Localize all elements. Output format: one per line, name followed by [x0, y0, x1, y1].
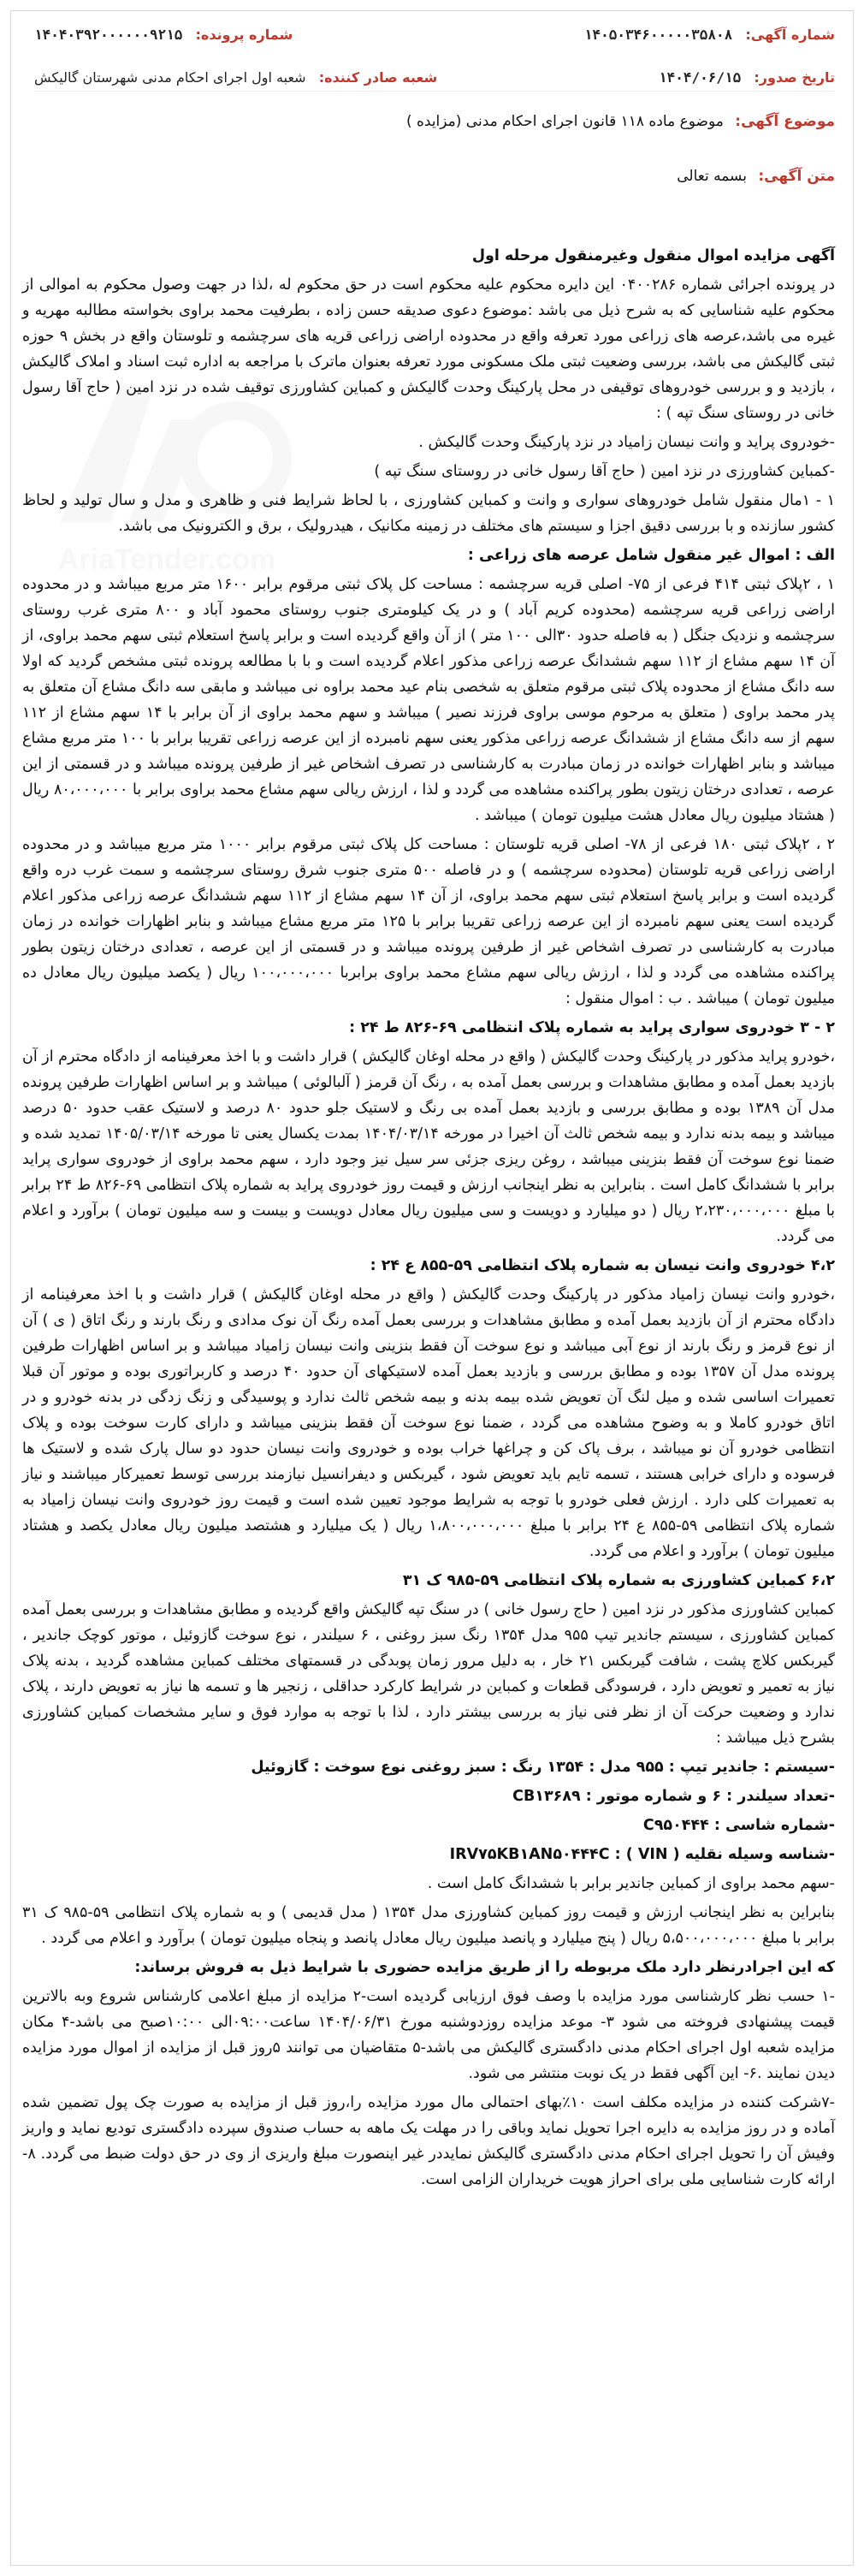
section-paragraph: ،خودرو وانت نیسان زامیاد مذکور در پارکینگ وحدت گالیکش ( واقع در محله اوغان گالیکش ) قرار داشت و با اخذ معرفینامه از دادگاه محترم از آن بازدید بعمل آمده و مطابق مشاهدات و بررسی بعمل آمده رنگ آن نوک مدادی و رنگ بارند و رنگ اتاق ( ی ) آن از نوع قرمز و رنگ بارند از نوع آبی میباشد و نوع سوخت آن فقط بنزینی وانت نیسان زامیاد میباشد و بر اساس اظهارات طرفین پرونده مدل آن ۱۳۵۷ بوده و مطابق بررسی و بازدید بعمل آمده لاستیکهای آن حدود ۴۰ درصد و کاربراتوری بوده و موتور آن قبلا تعمیرات اساسی شده و میل لنگ آن تعویض شده بیمه بدنه و بیمه شخص ثالث ندارد و پوسیدگی و زنگ زدگی در بدنه خودرو و در اتاق خودرو کاملا و به وضوح مشاهده می گردد ، ضمنا نوع سوخت آن فقط بنزینی میباشد و دارای کارت سوخت بوده و پلاک انتظامی خودرو آن نو میباشد ، برف پاک کن و چراغها خراب بوده و خودروی وانت نیسان حدود دو سال پارک شده و لاستیک ها فرسوده و دارای خرابی هستند ، تسمه تایم باید تعویض شود ، گیربکس و دیفرانسیل نیازمند بررسی توسط تعمیرکار میباشند و نیاز به تعمیرات کلی دارد . ارزش فعلی خودرو با توجه به شرایط موجود تعیین شده است و قیمت روز خودروی وانت نیسان زامیاد به شماره پلاک انتظامی ۵۹-۸۵۵ ع ۲۴ برابر با مبلغ ۱،۸۰۰،۰۰۰،۰۰۰ ریال ( یک میلیارد و هشتصد میلیون ریال معادل یکصد و هشتاد میلیون تومان ) برآورد و اعلام می گردد.: [22, 1286, 835, 1560]
section-heading: ۲ - ۳ خودروی سواری پراید به شماره پلاک انتظامی ۶۹-۸۲۶ ط ۲۴ :: [349, 1019, 835, 1036]
watermark-text: AriaTender.com: [57, 543, 276, 576]
section-paragraph: ۱ - ۱مال منقول شامل خودروهای سواری و وانت و کمباین کشاورزی ، با لحاظ شرایط فنی و ظاهری و مدل و سال تولید و لحاظ کشور سازنده و با بررسی دقیق اجزا و سیستم های مختلف در زمینه مکانیک ، هیدرولیک ، برق و الکترونیک می باشد.: [22, 492, 835, 535]
subject-label: موضوع آگهی:: [735, 113, 835, 130]
spec-line: -شماره شاسی : C۹۵۰۴۴۴: [642, 1817, 835, 1834]
bullet-item: -کمباین کشاورزی در نزد امین ( حاج آقا رسول خانی در روستای سنگ تپه ): [374, 463, 835, 480]
notice-number-row: [584, 26, 835, 45]
bullet-item: -خودروی پراید و وانت نیسان زامیاد در نزد پارکینگ وحدت گالیکش .: [418, 434, 835, 451]
subject-value: موضوع ماده ۱۱۸ قانون اجرای احکام مدنی (مزایده ): [405, 113, 724, 130]
conditions-intro: که این اجرادرنظر دارد ملک مربوطه را از طریق مزایده حضوری با شرایط ذیل به فروش برساند:: [134, 1959, 835, 1976]
spec-line: -سیستم : جاندیر تیپ : ۹۵۵ مدل : ۱۳۵۴ رنگ : سبز روغنی نوع سوخت : گازوئیل: [251, 1759, 835, 1776]
notice-number: ۱۴۰۵۰۳۴۶۰۰۰۰۰۳۵۸۰۸: [583, 27, 733, 43]
body-label: متن آگهی:: [758, 168, 835, 185]
notice-header: [34, 21, 835, 98]
case-number: ۱۴۰۴۰۳۹۲۰۰۰۰۰۰۹۲۱۵: [34, 27, 183, 43]
notice-number-label: شماره آگهی:: [745, 27, 835, 43]
conditions-paragraph: -۱ حسب نظر کارشناسی مورد مزایده با وصف فوق ارزیابی گردیده است-۲ مزایده از مبلغ اعلامی کارشناس شروع وبه بالاترین قیمت پیشنهادی فروخته می شود ۳- موعد مزایده روزدوشنبه مورخ ۱۴۰۴/۰۶/۳۱ ساعت۰۹:۰۰الی ۱۰:۰۰صبح می باشد-۴ مکان مزایده شعبه اول اجرای احکام مدنی دادگستری گالیکش می باشد-۵ متقاضیان می توانند ۵روز قبل از مزایده از اموال مورد مزایده دیدن نمایند .۶- این آگهی فقط در یک نوبت منتشر می شود.: [22, 1988, 836, 2082]
intro-paragraph: در پرونده اجرائی شماره ۰۴۰۰۲۸۶ این دایره محکوم علیه محکوم است در حق محکوم له ،لذا در جهت وصول محکوم به اموالی از محکوم علیه شناسایی که به شرح ذیل می باشد :موضوع دعوی صدیقه حسن زاده ، بطرفیت محمد براوی بخواسته مطالبه مهریه و غیره می باشد،عرصه های زراعی مورد تعرفه واقع در محدوده اراضی زراعی قریه های سرچشمه و تلوستان واقع در بخش ۹ حوزه ثبتی گالیکش می باشد، بررسی وضعیت ثبتی ملک مسکونی مورد تعرفه بعنوان ماترک با مراجعه به اداره ثبت اسناد و املاک گالیکش ، بازدید و و بررسی خودروهای توقیفی در محل پارکینگ وحدت گالیکش و کمباین کشاورزی توقیف شده در نزد امین ( حاج آقا رسول خانی در روستای سنگ تپه ) :: [22, 276, 835, 422]
spec-line: -شناسه وسیله نقلیه ( VIN ) : IRV۷۵KB۱AN۵۰۴۴۴C: [449, 1846, 835, 1863]
issuing-branch: شعبه اول اجرای احکام مدنی شهرستان گالیکش: [34, 69, 306, 86]
body-label-value: بسمه تعالی: [677, 168, 747, 185]
case-number-row: [34, 26, 293, 45]
section-heading: ۶،۲ کمباین کشاورزی به شماره پلاک انتظامی ۵۹-۹۸۵ ک ۳۱: [402, 1572, 835, 1589]
issue-date-row: [659, 68, 835, 87]
section-paragraph: ،خودرو پراید مذکور در پارکینگ وحدت گالیکش ( واقع در محله اوغان گالیکش ) قرار داشت و با اخذ معرفینامه از دادگاه محترم از آن بازدید بعمل آمده و مطابق مشاهدات و بررسی بعمل آمده به ، رنگ آن قرمز ( آلبالوئی ) میباشد و بر اساس اظهارات طرفین پرونده مدل آن ۱۳۸۹ بوده و مطابق بررسی و بازدید بعمل آمده بی رنگ و لاستیک جلو حدود ۸۰ درصد و لاستیک عقب حدود ۵۰ درصد میباشد و بیمه بدنه ندارد و بیمه شخص ثالث آن اخیرا در مورخه ۱۴۰۴/۰۳/۱۴ بمدت یکسال یعنی تا مورخه ۱۴۰۵/۰۳/۱۴ تمدید شده و ضمنا نوع سوخت آن فقط بنزینی میباشد ، روغن ریزی جزئی سر سیل نیز وجود دارد ، سهم محمد براوی از خودروی سواری پراید برابر با ششدانگ کامل است . بنابراین به نظر اینجانب ارزش و قیمت روز خودروی پراید به شماره پلاک انتظامی ۶۹-۸۲۶ ط ۲۴ برابر با مبلغ ۲،۲۳۰،۰۰۰،۰۰۰ ریال ( دو میلیارد و دویست و سی میلیون ریال معادل دویست و بیست و سه میلیون تومان ) برآورد و اعلام می گردد.: [22, 1048, 836, 1245]
section-heading: الف : اموال غیر منقول شامل عرصه های زراعی :: [467, 547, 835, 564]
header-divider: [34, 91, 835, 92]
section-heading: ۴،۲ خودروی وانت نیسان به شماره پلاک انتظامی ۵۹-۸۵۵ ع ۲۴ :: [370, 1257, 835, 1274]
issuing-branch-row: [34, 68, 437, 87]
body-label-row: [677, 168, 835, 185]
spec-line: -تعداد سیلندر : ۶ و شماره موتور : CB۱۳۶۸۹: [512, 1788, 835, 1805]
section-paragraph: ۱ ، ۲پلاک ثبتی ۴۱۴ فرعی از ۷۵- اصلی قریه سرچشمه : مساحت کل پلاک ثبتی مرقوم برابر ۱۶۰۰ متر مربع میباشد و در محدوده اراضی زراعی قریه سرچشمه (محدوده کریم آباد ) و در یک کیلومتری جنوب روستای محمود آباد و ۸۰۰ متری غرب روستای سرچشمه و نزدیک جنگل ( به فاصله حدود ۳۰الی ۱۰۰ متر ) از آن واقع گردیده است و برابر پاسخ استعلام ثبتی سهم محمد براوی، از آن ۱۴ سهم مشاع از ۱۱۲ سهم ششدانگ عرصه زراعی مذکور اعلام گردیده است و با با مطالعه پرونده ثبتی مشخص گردید که اولا سه دانگ مشاع از محدوده پلاک ثبتی مرقوم متعلق به شخصی بنام عید محمد براوه نی میباشد و مابقی سه دانگ مشاع آن متعلق به پدر محمد براوی ( متعلق به مرحوم موسی براوی فرزند نصیر ) میباشد و سهم محمد براوی از آن برابر با ۱۴ سهم مشاع از ۱۱۲ سهم از سه دانگ مشاع از ششدانگ عرصه زراعی مذکور یعنی سهم نامبرده از این عرصه زراعی تقریبا برابر با ۱۰۰ متر مربع مشاع میباشد و بنابر اظهارات خوانده در زمان مبادرت به کارشناسی در تصرف اشخاص غیر از طرفین پرونده میباشد و در قسمتی از این عرصه ، تعدادی درختان زیتون بطور پراکنده مشاهده می گردد و لذا ، ارزش ریالی سهم مشاع محمد براوی برابر با ۸۰،۰۰۰،۰۰۰ ریال ( هشتاد میلیون ریال معادل هشت میلیون تومان ) میباشد .: [22, 576, 836, 824]
notice-body: [22, 243, 835, 2196]
section-paragraph: کمباین کشاورزی مذکور در نزد امین ( حاج رسول خانی ) در سنگ تپه گالیکش واقع گردیده و مطابق مشاهدات و بررسی بعمل آمده کمباین کشاورزی ، سیستم جاندیر تیپ ۹۵۵ مدل ۱۳۵۴ رنگ سبز روغنی ، ۶ سیلندر ، نوع سوخت گازوئیل ، موتور کوچک جاندیر ، گیربکس کلاچ پشت ، شافت گیربکس ۲۱ خار ، به دلیل مرور زمان پوبدگی در قسمتهای مختلف کمباین مشاهده گردید ، بدنه پلاک نیاز به تعمیر و تعویض دارد ، فرسودگی قطعات و کمباین در شرایط کارکرد حداقلی ، زنجیر ها و تسمه ها نیاز به تعویض دارند ، پلاک ندارد و وضعیت حرکت آن از نظر فنی نیاز به بررسی بیشتر دارد ، لذا با توجه به موارد فوق و سایر مشخصات کمباین کشاورزی بشرح ذیل میباشد :: [22, 1601, 835, 1747]
section-paragraph: -سهم محمد براوی از کمباین جاندیر برابر با ششدانگ کامل است .: [427, 1875, 835, 1892]
conditions-paragraph: -۷شرکت کننده در مزایده مکلف است ۱۰٪بهای احتمالی مال مورد مزایده را،روز قبل از مزایده به صورت چک پول تضمین شده آماده و در روز مزایده به دایره اجرا تحویل نماید وباقی را در مهلت یک ماهه به حساب صندوق سپرده دادگستری تودیع نماید و واریز وفیش آن را تحویل اجرای احکام مدنی دادگستری گالیکش نمایددر غیر اینصورت مبلغ واریزی از وی در حق دولت ضبط می گردد. ۸-ارائه کارت شناسایی ملی برای احراز هویت خریداران الزامی است.: [22, 2094, 835, 2188]
case-number-label: شماره پرونده:: [195, 27, 293, 43]
notice-title: آگهی مزایده اموال منقول وغیرمنقول مرحله اول: [471, 247, 835, 264]
issue-date-label: تاریخ صدور:: [754, 69, 835, 86]
issuing-branch-label: شعبه صادر کننده:: [318, 69, 438, 86]
section-paragraph: ۲ ، ۲پلاک ثبتی ۱۸۰ فرعی از ۷۸- اصلی قریه تلوستان : مساحت کل پلاک ثبتی مرقوم برابر ۱۰۰۰ متر مربع میباشد و در محدوده اراضی زراعی قریه تلوستان (محدوده سرچشمه ) و در فاصله ۵۰۰ متری جنوب شرق روستای سرچشمه و سمت غرب دره واقع گردیده است و برابر پاسخ استعلام ثبتی سهم محمد براوی، از آن ۱۴ سهم مشاع از ۱۱۲ سهم ششدانگ عرصه زراعی مذکور اعلام گردیده است یعنی سهم نامبرده از این عرصه زراعی تقریبا برابر با ۱۲۵ متر مربع مشاع میباشد و بنابر اظهارات خوانده در زمان مبادرت به کارشناسی در تصرف اشخاص غیر از طرفین پرونده میباشد و در قسمتی از این عرصه ، تعدادی درختان زیتون بطور پراکنده مشاهده می گردد و لذا ، ارزش ریالی سهم مشاع محمد براوی برابربا ۱۰۰،۰۰۰،۰۰۰ ریال ( یکصد میلیون ریال معادل ده میلیون تومان ) میباشد . ب : اموال منقول :: [22, 836, 836, 1007]
section-paragraph: بنابراین به نظر اینجانب ارزش و قیمت روز کمباین کشاورزی مدل ۱۳۵۴ ( مدل قدیمی ) و به شماره پلاک انتظامی ۵۹-۹۸۵ ک ۳۱ برابر با مبلغ ۵،۵۰۰،۰۰۰،۰۰۰ ریال ( پنج میلیارد و پانصد میلیون ریال معادل پانصد و پنجاه میلیون تومان ) برآورد و اعلام می گردد .: [22, 1904, 835, 1947]
issue-date: ۱۴۰۴/۰۶/۱۵: [658, 69, 742, 86]
subject-row: [406, 113, 835, 130]
